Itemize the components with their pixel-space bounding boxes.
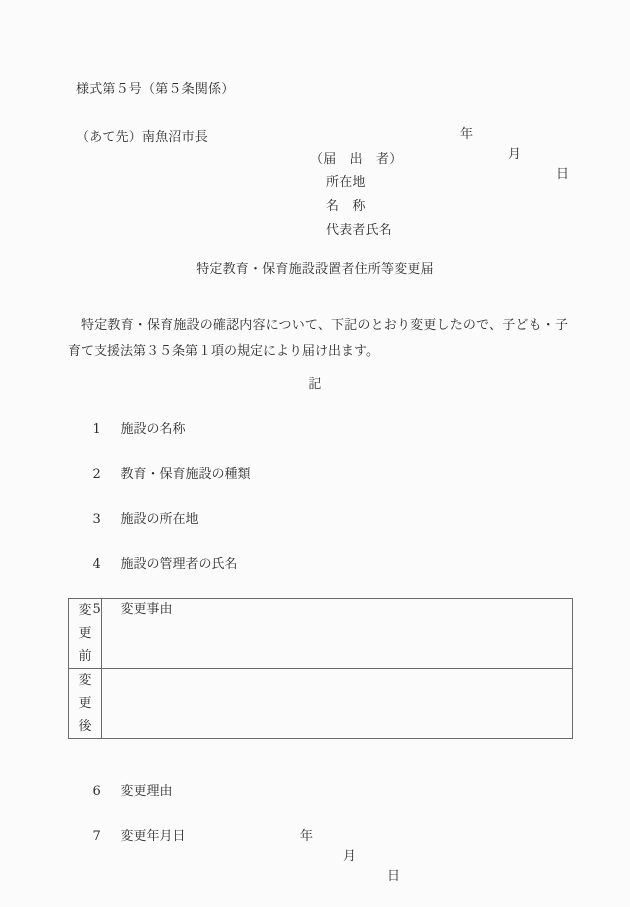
change-after-char-2: 更: [78, 696, 92, 711]
item-7-number: 7: [92, 829, 101, 844]
change-before-label: [69, 599, 102, 669]
submitter-title: （届 出 者）: [310, 152, 403, 167]
item-2-number: 2: [92, 467, 101, 482]
item-7: [76, 807, 186, 867]
item-2-label: 教育・保育施設の種類: [120, 467, 251, 482]
header-date-day-mark: 日: [556, 167, 570, 182]
change-table: [68, 598, 573, 739]
table-row: [69, 599, 573, 669]
item-1-label: 施設の名称: [120, 422, 186, 437]
form-number: 様式第５号（第５条関係）: [76, 82, 235, 97]
change-after-char-1: 変: [78, 673, 92, 688]
table-row: [69, 669, 573, 739]
item-4-label: 施設の管理者の氏名: [120, 557, 238, 572]
item-1-number: 1: [92, 422, 101, 437]
item-4-number: 4: [92, 557, 101, 572]
item-3-label: 施設の所在地: [120, 512, 199, 527]
submitter-representative-label: 代表者氏名: [326, 223, 393, 238]
change-before-char-2: 更: [78, 626, 92, 641]
item-7-label: 変更年月日: [120, 829, 186, 844]
header-date-line: [460, 105, 580, 205]
change-after-entry[interactable]: [102, 669, 573, 739]
submitter-address-label: 所在地: [326, 175, 366, 190]
ki-marker: 記: [308, 377, 322, 392]
change-after-char-3: 後: [78, 719, 92, 734]
item-5-number: 5: [92, 602, 101, 617]
change-before-entry[interactable]: [102, 599, 573, 669]
header-date-year-mark: 年: [460, 127, 474, 142]
change-before-char-3: 前: [78, 649, 92, 664]
item-3-number: 3: [92, 512, 101, 527]
document-title: 特定教育・保育施設設置者住所等変更届: [196, 262, 434, 277]
header-date-month-mark: 月: [508, 147, 522, 162]
change-date-day-mark: 日: [387, 869, 401, 884]
addressee: （あて先）南魚沼市長: [76, 130, 209, 145]
item-5-label: 変更事由: [120, 602, 173, 617]
change-after-label: [69, 669, 102, 739]
item-6-label: 変更理由: [120, 784, 173, 799]
change-date-year-mark: 年: [300, 829, 314, 844]
change-date-line: [300, 807, 460, 907]
item-6-number: 6: [92, 784, 101, 799]
body-paragraph: 特定教育・保育施設の確認内容について、下記のとおり変更したので、子ども・子育て支援法第３５条第１項の規定により届け出ます。: [68, 318, 568, 359]
submitter-name-label: 名 称: [326, 199, 366, 214]
change-date-month-mark: 月: [343, 849, 357, 864]
change-before-char-1: 変: [78, 603, 92, 618]
